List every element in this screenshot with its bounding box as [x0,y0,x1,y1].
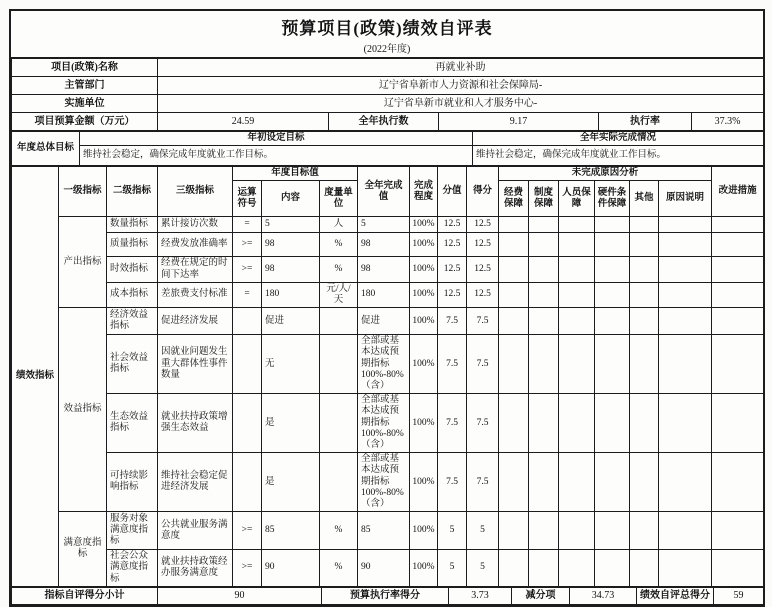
staff-cell [559,282,595,307]
other-cell [630,282,659,307]
other-cell [630,217,659,233]
table-row [12,335,764,394]
annual-goal-table [11,131,764,166]
fund-cell [499,257,529,282]
other-cell [630,512,659,550]
improve-cell [712,453,764,512]
other-cell [630,233,659,257]
content-cell: 85 [262,512,320,550]
dept-label: 主管部门 [12,77,158,95]
got-cell: 12.5 [467,257,499,282]
system-cell [529,550,559,587]
hardware-cell [595,512,630,550]
staff-cell [559,550,595,587]
budget-label: 项目预算金额（万元） [12,113,158,131]
hardware-cell [595,308,630,335]
annual-value-cell: 98 [358,233,410,257]
level3-cell: 促进经济发展 [158,308,233,335]
operator-cell [233,394,262,453]
staff-cell [559,453,595,512]
other-cell [630,257,659,282]
improve-cell [712,550,764,587]
goal-actual-label: 全年实际完成情况 [473,132,764,146]
explain-cell [659,257,712,282]
improve-cell [712,335,764,394]
header-hardware: 硬件条件保障 [595,181,630,217]
header-annual-value: 全年完成值 [358,167,410,217]
table-row [12,217,764,233]
header-level2: 二级指标 [107,167,158,217]
content-cell: 98 [262,233,320,257]
fund-cell [499,217,529,233]
rate-value: 37.3% [692,113,764,131]
table-row [12,282,764,307]
hardware-cell [595,257,630,282]
level3-cell: 经费发放准确率 [158,233,233,257]
table-row [12,308,764,335]
unit-value: 辽宁省阜新市就业和人才服务中心- [158,95,764,113]
got-cell: 12.5 [467,217,499,233]
content-cell: 90 [262,550,320,587]
level2-cell: 时效指标 [107,257,158,282]
level2-cell: 社会效益指标 [107,335,158,394]
level3-cell: 差旅费支付标准 [158,282,233,307]
indicator-section-label: 绩效指标 [12,167,59,587]
subtotal-label: 指标自评得分小计 [12,587,158,604]
explain-cell [659,550,712,587]
header-degree: 完成程度 [410,167,438,217]
explain-cell [659,233,712,257]
goal-label: 年度总体目标 [12,132,80,166]
header-staff: 人员保障 [559,181,595,217]
degree-cell: 100% [410,257,438,282]
level3-cell: 公共就业服务满意度 [158,512,233,550]
fund-cell [499,233,529,257]
subtotal-value: 90 [158,587,322,604]
other-cell [630,550,659,587]
got-cell: 5 [467,512,499,550]
improve-cell [712,308,764,335]
explain-cell [659,512,712,550]
staff-cell [559,512,595,550]
operator-cell: = [233,282,262,307]
improve-cell [712,512,764,550]
operator-cell [233,335,262,394]
other-cell [630,394,659,453]
header-system: 制度保障 [529,181,559,217]
header-level3: 三级指标 [158,167,233,217]
score-cell: 7.5 [438,394,467,453]
degree-cell: 100% [410,335,438,394]
annual-value-cell: 促进 [358,308,410,335]
header-improve: 改进措施 [712,167,764,217]
operator-cell [233,308,262,335]
project-info-table [11,58,764,131]
level2-cell: 质量指标 [107,233,158,257]
exec-value: 9.17 [439,113,599,131]
score-cell: 5 [438,512,467,550]
header-level1: 一级指标 [59,167,107,217]
content-cell: 无 [262,335,320,394]
exec-rate-score-value: 3.73 [449,587,512,604]
staff-cell [559,233,595,257]
header-operator: 运算符号 [233,181,262,217]
unit-cell [320,335,358,394]
degree-cell: 100% [410,217,438,233]
page-title: 预算项目(政策)绩效自评表 [281,19,493,38]
unit-cell: 人 [320,217,358,233]
fund-cell [499,394,529,453]
other-cell [630,453,659,512]
explain-cell [659,217,712,233]
system-cell [529,335,559,394]
got-cell: 7.5 [467,394,499,453]
level2-cell: 可持续影响指标 [107,453,158,512]
project-name-label: 项目(政策)名称 [12,59,158,77]
deduction-label: 减分项 [512,587,570,604]
header-score: 分值 [438,167,467,217]
system-cell [529,453,559,512]
table-row [12,453,764,512]
degree-cell: 100% [410,512,438,550]
table-row [12,394,764,453]
header-got: 得分 [467,167,499,217]
annual-value-cell: 180 [358,282,410,307]
system-cell [529,394,559,453]
score-cell: 7.5 [438,335,467,394]
score-cell: 7.5 [438,453,467,512]
level2-cell: 服务对象满意度指标 [107,512,158,550]
deduction-value: 34.73 [570,587,637,604]
level3-cell: 维持社会稳定促进经济发展 [158,453,233,512]
degree-cell: 100% [410,394,438,453]
got-cell: 7.5 [467,453,499,512]
staff-cell [559,394,595,453]
goal-initial-label: 年初设定目标 [80,132,473,146]
unit-cell [320,453,358,512]
exec-label: 全年执行数 [329,113,439,131]
annual-value-cell: 全部或基本达成预期指标100%-80%（含） [358,394,410,453]
system-cell [529,512,559,550]
score-cell: 12.5 [438,282,467,307]
got-cell: 7.5 [467,335,499,394]
got-cell: 12.5 [467,233,499,257]
fund-cell [499,308,529,335]
exec-rate-score-label: 预算执行率得分 [322,587,449,604]
total-score-label: 绩效自评总得分 [637,587,714,604]
operator-cell: >= [233,550,262,587]
unit-cell: % [320,233,358,257]
fund-cell [499,453,529,512]
operator-cell: >= [233,512,262,550]
fund-cell [499,335,529,394]
staff-cell [559,308,595,335]
header-annual-target: 年度目标值 [233,167,358,181]
goal-initial-text: 维持社会稳定，确保完成年度就业工作目标。 [80,146,473,166]
level3-cell: 因就业问题发生重大群体性事件数量 [158,335,233,394]
operator-cell: >= [233,257,262,282]
operator-cell: >= [233,233,262,257]
level3-cell: 经费在规定的时间下达率 [158,257,233,282]
goal-actual-text: 维持社会稳定，确保完成年度就业工作目标。 [473,146,764,166]
level3-cell: 累计接访次数 [158,217,233,233]
system-cell [529,217,559,233]
summary-table [11,587,764,605]
degree-cell: 100% [410,453,438,512]
hardware-cell [595,217,630,233]
system-cell [529,257,559,282]
header-unfinished-reason: 未完成原因分析 [499,167,712,181]
hardware-cell [595,453,630,512]
got-cell: 5 [467,550,499,587]
fund-cell [499,512,529,550]
hardware-cell [595,335,630,394]
system-cell [529,282,559,307]
evaluation-sheet [9,9,765,607]
header-fund: 经费保障 [499,181,529,217]
score-cell: 12.5 [438,257,467,282]
improve-cell [712,217,764,233]
annual-value-cell: 全部或基本达成预期指标100%-80%（含） [358,335,410,394]
annual-value-cell: 98 [358,257,410,282]
degree-cell: 100% [410,233,438,257]
level3-cell: 就业扶持政策增强生态效益 [158,394,233,453]
content-cell: 5 [262,217,320,233]
fund-cell [499,550,529,587]
dept-value: 辽宁省阜新市人力资源和社会保障局- [158,77,764,95]
other-cell [630,335,659,394]
project-name-value: 再就业补助 [158,59,764,77]
header-content: 内容 [262,181,320,217]
rate-label: 执行率 [599,113,692,131]
table-row [12,233,764,257]
annual-value-cell: 85 [358,512,410,550]
explain-cell [659,394,712,453]
header-other: 其他 [630,181,659,217]
explain-cell [659,282,712,307]
table-row [12,512,764,550]
degree-cell: 100% [410,550,438,587]
unit-cell: % [320,257,358,282]
indicator-table [11,166,764,587]
level1-cell: 满意度指标 [59,512,107,587]
page-subtitle: (2022年度) [363,44,411,55]
hardware-cell [595,550,630,587]
explain-cell [659,308,712,335]
annual-value-cell: 5 [358,217,410,233]
improve-cell [712,257,764,282]
improve-cell [712,394,764,453]
improve-cell [712,282,764,307]
unit-cell [320,394,358,453]
other-cell [630,308,659,335]
content-cell: 是 [262,453,320,512]
degree-cell: 100% [410,308,438,335]
level2-cell: 经济效益指标 [107,308,158,335]
budget-value: 24.59 [158,113,329,131]
improve-cell [712,233,764,257]
unit-label: 实施单位 [12,95,158,113]
operator-cell [233,453,262,512]
title-block [11,11,763,58]
got-cell: 12.5 [467,282,499,307]
unit-cell [320,308,358,335]
operator-cell: = [233,217,262,233]
unit-cell: 元/人/天 [320,282,358,307]
unit-cell: % [320,550,358,587]
hardware-cell [595,282,630,307]
explain-cell [659,335,712,394]
hardware-cell [595,233,630,257]
header-unit: 度量单位 [320,181,358,217]
level2-cell: 生态效益指标 [107,394,158,453]
score-cell: 12.5 [438,217,467,233]
staff-cell [559,217,595,233]
system-cell [529,308,559,335]
got-cell: 7.5 [467,308,499,335]
content-cell: 98 [262,257,320,282]
staff-cell [559,257,595,282]
content-cell: 促进 [262,308,320,335]
system-cell [529,233,559,257]
score-cell: 12.5 [438,233,467,257]
table-row [12,550,764,587]
score-cell: 7.5 [438,308,467,335]
header-explain: 原因说明 [659,181,712,217]
level2-cell: 社会公众满意度指标 [107,550,158,587]
hardware-cell [595,394,630,453]
unit-cell: % [320,512,358,550]
level1-cell: 产出指标 [59,217,107,308]
content-cell: 是 [262,394,320,453]
total-score-value: 59 [714,587,764,604]
staff-cell [559,335,595,394]
annual-value-cell: 全部或基本达成预期指标100%-80%（含） [358,453,410,512]
content-cell: 180 [262,282,320,307]
fund-cell [499,282,529,307]
level2-cell: 成本指标 [107,282,158,307]
level1-cell: 效益指标 [59,308,107,512]
annual-value-cell: 90 [358,550,410,587]
level3-cell: 就业扶持政策经办服务满意度 [158,550,233,587]
score-cell: 5 [438,550,467,587]
explain-cell [659,453,712,512]
level2-cell: 数量指标 [107,217,158,233]
degree-cell: 100% [410,282,438,307]
table-row [12,257,764,282]
